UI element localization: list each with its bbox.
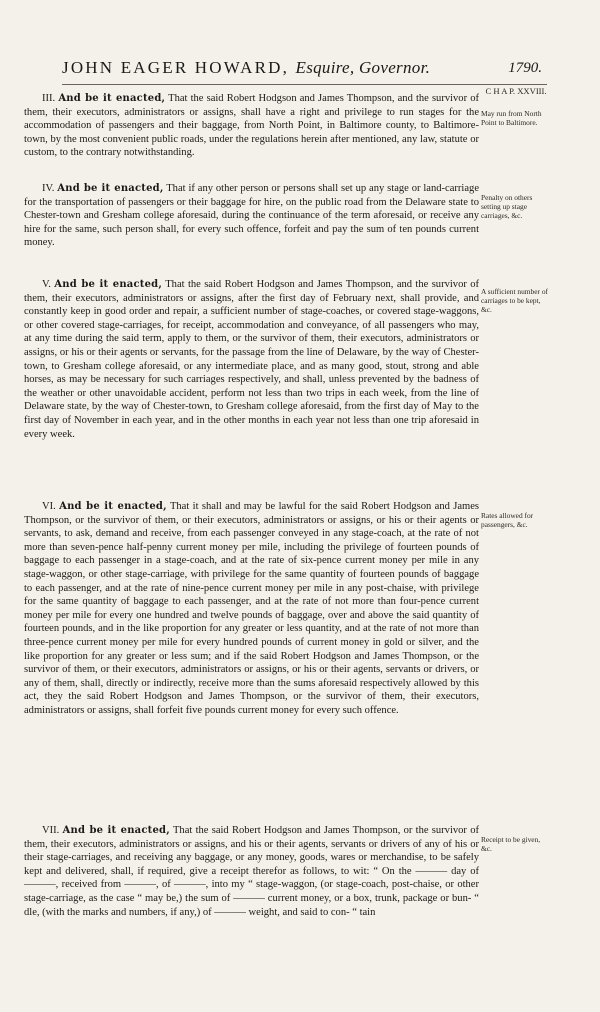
section-iv (24, 182, 479, 250)
enacting-clause: And be it enacted, (57, 183, 164, 194)
running-header (62, 58, 542, 82)
enacting-clause: And be it enacted, (58, 93, 166, 104)
section-text: That the said Robert Hodgson and James Thompson, and the survivor of them, their executors, administrators or assigns, shall have a right and privilege to run stages for the accommodation of passengers and their baggage, from North Point, in Baltimore county, to Baltimore-town, by the most convenient public roads, under the regulations herein after mentioned, any law, statute or custom, to the contrary notwithstanding. (24, 93, 479, 159)
section-text: That the said Robert Hodgson and James Thompson, and the survivor of them, their executors, administrators or assigns, after the first day of February next, shall provide, and constantly keep in good order and repair, a sufficient number of stage-coaches, or covered stage-waggons, or other covered stage-carriages, for receipt, accommodation and conveyance, of all passengers who may, at any time during the said term, apply to them, or the survivor of them, their executors, administrators or assigns, or his or their agents or servants, for the passage from the line of Delaware, by the way of Chester-town, to Gresham college aforesaid, or any intermediate place, and as many good, stout, strong and able horses, as may be necessary for such carriages respectively, and shall, unless prevented by the badness of the weather or other unavoidable accident, perform not less than two trips in each week, from the line of Delaware state, by the way of Chester-town, to Gresham college aforesaid, from the first day of May to the first day of November in each year, and in the other months in each year not less than one trip aforesaid in every week. (24, 279, 480, 440)
section-text: That it shall and may be lawful for the said Robert Hodgson and James Thompson, or the survivor of them, or their executors, administrators or assigns, or his or their agents or servants, to ask, demand and receive, from each passenger conveyed in any stage-coach, at the rate of not more than seven-pence half-penny current money per mile, including the privilege of fourteen pounds of baggage to each passenger in a stage-coach, and at the rate of six-pence current money per mile in any stage-waggon, or other stage-carriage, with privilege for the same quantity of fourteen pounds of baggage to each passenger, and at the rate of nine-pence current money per mile in any post-chaise, with privilege for the same quantity of baggage to each passenger, and at the rate of not more than four-pence current money per mile for every one hundred and twelve pounds of baggage, over and above the said quantity of fourteen pounds, and in the like proportion for any greater or less quantity, and at the rate of not more than three-pence current money per mile for every hundred pounds of current money in gold or silver, and the like proportion for any greater or less sum; and if the said Robert Hodgson and James Thompson, or the survivor of them, or their executors, administrators or assigns, or his or their agents, servants or drivers, or any of them, shall, directly or indirectly, receive more than the sums aforesaid respectively allowed by this act, they the said Robert Hodgson and James Thompson, or the survivor of them, their executors, administrators or assigns, shall forfeit five pounds current money for every such offence. (24, 501, 479, 716)
sidenote-chapter-title: May run from North Point to Baltimore. (481, 109, 542, 127)
section-text: That if any other person or persons shall set up any stage or land-carriage for the transportation of passengers or their baggage for hire, on the public road from the Delaware state to Chester-town and Gresham college aforesaid, during the continuance of the term aforesaid, or receive any hire for the same, such person shall, for every such offence, forfeit and pay the sum of ten pounds current money. (24, 183, 480, 249)
section-v (24, 278, 479, 441)
sidenote-receipt: Receipt to be given, &c. (481, 835, 541, 853)
section-number: V. (42, 279, 51, 290)
governor-name: JOHN EAGER HOWARD, (62, 58, 290, 77)
section-number: III. (42, 93, 56, 104)
sidenote-carriages: A sufficient number of carriages to be kept, &c. (481, 287, 548, 314)
enacting-clause: And be it enacted, (62, 825, 170, 836)
section-text: That the said Robert Hodgson and James Thompson, or the survivor of them, their executors, administrators or assigns, and his or their agents, servants or drivers of any of his or their stage-carriages, and receiving any baggage, or any money, goods, wares or merchandise, to be safely kept and delivered, shall, if required, give a receipt therefor as follows, to wit: “ On the ——— day of ———, received from ———, of ———, into my “ stage-waggon, (or stage-coach, post-chaise, or other stage-carriage, as the case “ may be,) the sum of ——— current money, or a box, trunk, package or bun- “ dle, (with the marks and numbers, if any,) of ——— weight, and said to con- “ tain (24, 825, 479, 918)
section-number: VII. (42, 825, 60, 836)
chapter-label: C H A P. XXVIII. (485, 86, 547, 96)
year: 1790. (508, 60, 542, 76)
page-title (62, 58, 430, 78)
enacting-clause: And be it enacted, (59, 501, 167, 512)
section-vi (24, 500, 479, 718)
enacting-clause: And be it enacted, (54, 279, 163, 290)
section-vii (24, 824, 479, 919)
sidenote-penalty: Penalty on others setting up stage carriages, &c. (481, 193, 533, 220)
section-iii (24, 92, 479, 160)
governor-title: Esquire, Governor. (295, 58, 431, 77)
sidenote-rates: Rates allowed for passengers, &c. (481, 511, 534, 529)
section-number: IV. (42, 183, 55, 194)
header-rule (62, 84, 547, 85)
section-number: VI. (42, 501, 56, 512)
